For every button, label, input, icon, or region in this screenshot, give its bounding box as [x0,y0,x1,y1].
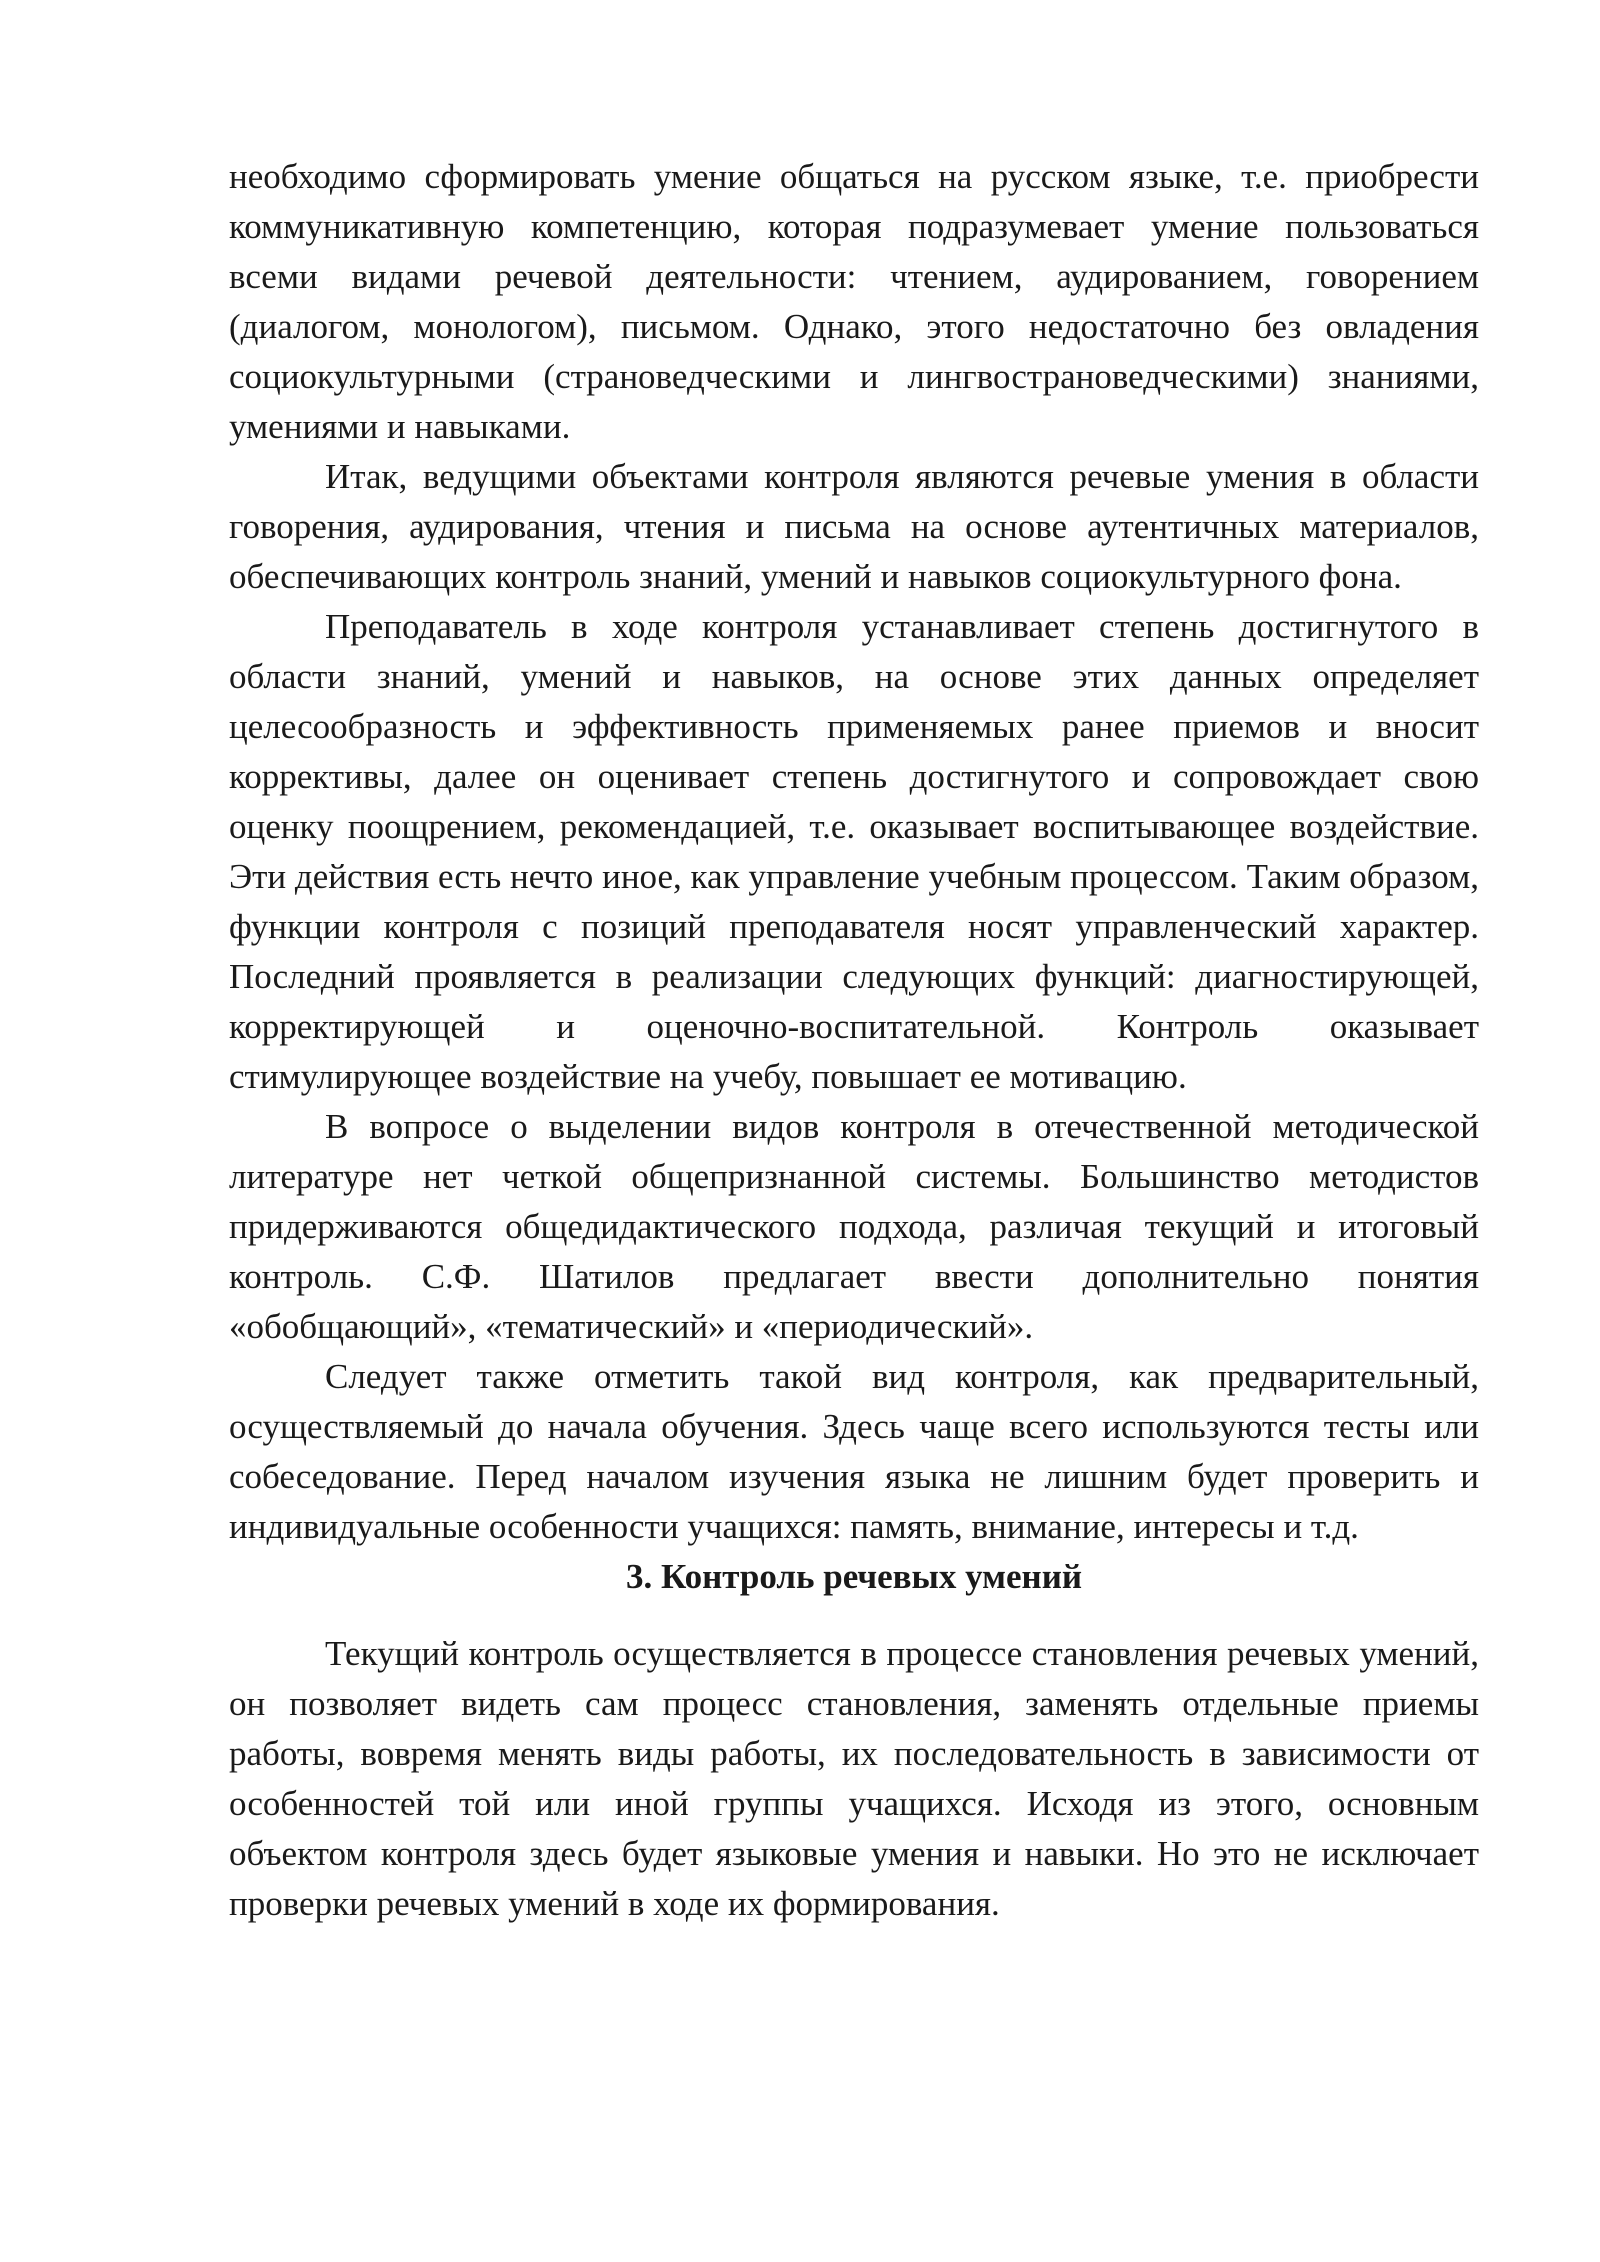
document-body [229,152,1479,1929]
paragraph-preliminary-control: Следует также отметить такой вид контроля, как предварительный, осуществляемый до начала обучения. Здесь чаще всего используются тесты или собеседование. Перед началом изучения языка не лишним будет проверить и индивидуальные особенности учащихся: память, внимание, интересы и т.д. [229,1357,1479,1546]
paragraph-teacher-control: Преподаватель в ходе контроля устанавливает степень достигнутого в области знаний, умений и навыков, на основе этих данных определяет целесообразность и эффективность применяемых ранее приемов и вносит коррективы, далее он оценивает степень достигнутого и сопровождает свою оценку поощрением, рекомендацией, т.е. оказывает воспитывающее воздействие. Эти действия есть нечто иное, как управление учебным процессом. Таким образом, функции контроля с позиций преподавателя носят управленческий характер. Последний проявляется в реализации следующих функций: диагностирующей, корректирующей и оценочно-воспитательной. Контроль оказывает стимулирующее воздействие на учебу, повышает ее мотивацию. [229,607,1479,1096]
section-heading: 3. Контроль речевых умений [625,1557,1083,1596]
paragraph-control-types: В вопросе о выделении видов контроля в отечественной методической литературе нет четкой общепризнанной системы. Большинство методистов придерживаются общедидактического подхода, различая текущий и итоговый контроль. С.Ф. Шатилов предлагает ввести дополнительно понятия «обобщающий», «тематический» и «периодический». [229,1107,1479,1346]
paragraph-continuation: необходимо сформировать умение общаться на русском языке, т.е. приобрести коммуникативную компетенцию, которая подразумевает умение пользоваться всеми видами речевой деятельности: чтением, аудированием, говорением (диалогом, монологом), письмом. Однако, этого недостаточно без овладения социокультурными (страноведческими и лингвострановедческими) знаниями, умениями и навыками. [229,157,1479,446]
paragraph-control-objects: Итак, ведущими объектами контроля являются речевые умения в области говорения, аудирования, чтения и письма на основе аутентичных материалов, обеспечивающих контроль знаний, умений и навыков социокультурного фона. [229,457,1479,596]
paragraph-current-control: Текущий контроль осуществляется в процессе становления речевых умений, он позволяет видеть сам процесс становления, заменять отдельные приемы работы, вовремя менять виды работы, их последовательность в зависимости от особенностей той или иной группы учащихся. Исходя из этого, основным объектом контроля здесь будет языковые умения и навыки. Но это не исключает проверки речевых умений в ходе их формирования. [229,1634,1479,1923]
